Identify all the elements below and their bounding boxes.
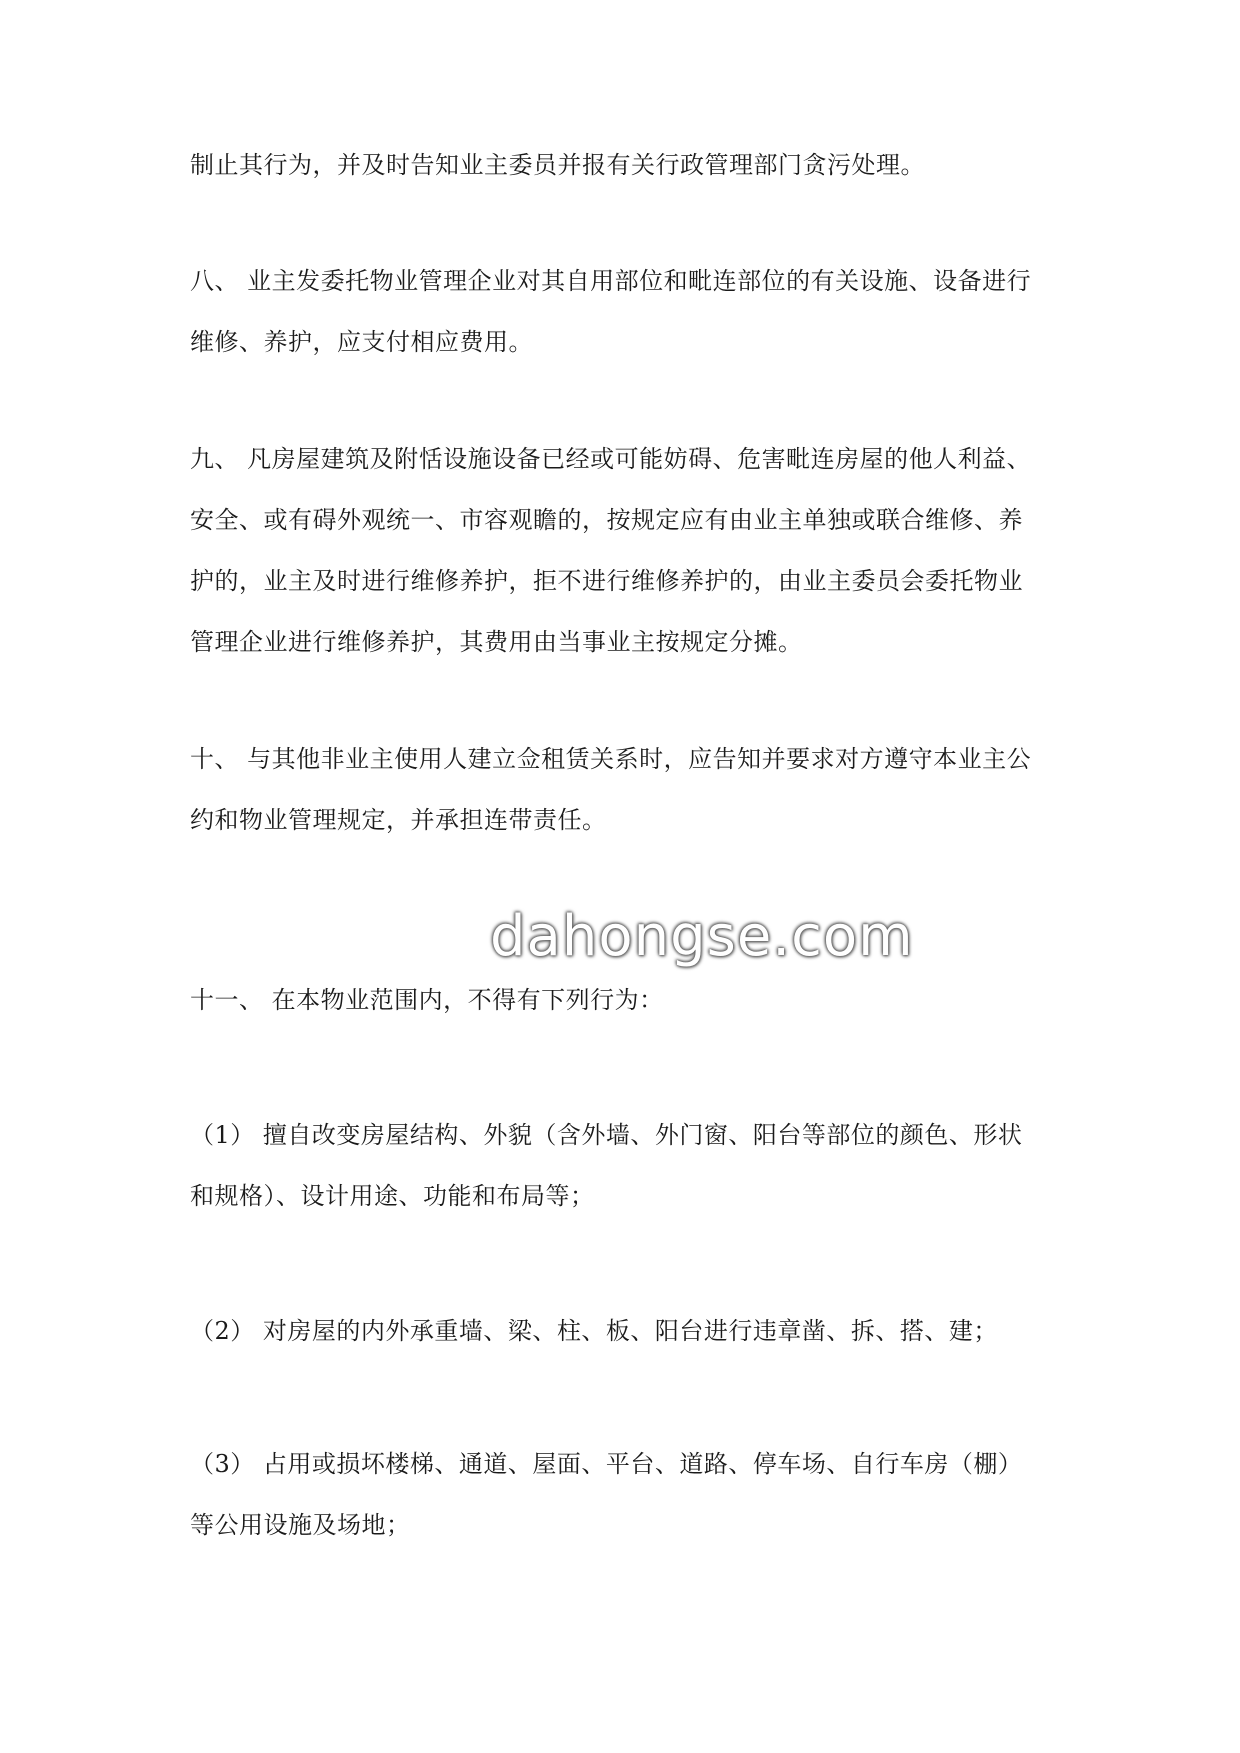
paragraph-line: 安全、或有碍外观统一、市容观瞻的，按规定应有由业主单独或联合维修、养 bbox=[190, 506, 1023, 534]
paragraph-line: （1） 擅自改变房屋结构、外貌（含外墙、外门窗、阳台等部位的颜色、形状 bbox=[190, 1121, 1023, 1149]
paragraph-line: 九、 凡房屋建筑及附恬设施设备已经或可能妨碍、危害毗连房屋的他人利益、 bbox=[190, 445, 1032, 473]
paragraph-line: 和规格）、设计用途、功能和布局等； bbox=[190, 1182, 595, 1210]
paragraph-line: 管理企业进行维修养护，其费用由当事业主按规定分摊。 bbox=[190, 628, 803, 656]
paragraph-line: （3） 占用或损坏楼梯、通道、屋面、平台、道路、停车场、自行车房（棚） bbox=[190, 1450, 1023, 1478]
paragraph-line: 八、 业主发委托物业管理企业对其自用部位和毗连部位的有关设施、设备进行 bbox=[190, 267, 1032, 295]
paragraph-line: 制止其行为，并及时告知业主委员并报有关行政管理部门贪污处理。 bbox=[190, 151, 925, 179]
paragraph-line: 十、 与其他非业主使用人建立佥租赁关系时，应告知并要求对方遵守本业主公 bbox=[190, 745, 1032, 773]
paragraph-line: 护的，业主及时进行维修养护，拒不进行维修养护的，由业主委员会委托物业 bbox=[190, 567, 1023, 595]
paragraph-line: 维修、养护，应支付相应费用。 bbox=[190, 328, 533, 356]
paragraph-line: 十一、 在本物业范围内，不得有下列行为： bbox=[190, 986, 664, 1014]
paragraph-line: 约和物业管理规定，并承担连带责任。 bbox=[190, 806, 607, 834]
paragraph-line: （2） 对房屋的内外承重墙、梁、柱、板、阳台进行违章凿、拆、搭、建； bbox=[190, 1317, 998, 1345]
watermark: dahongse.com bbox=[490, 904, 914, 969]
paragraph-line: 等公用设施及场地； bbox=[190, 1511, 411, 1539]
